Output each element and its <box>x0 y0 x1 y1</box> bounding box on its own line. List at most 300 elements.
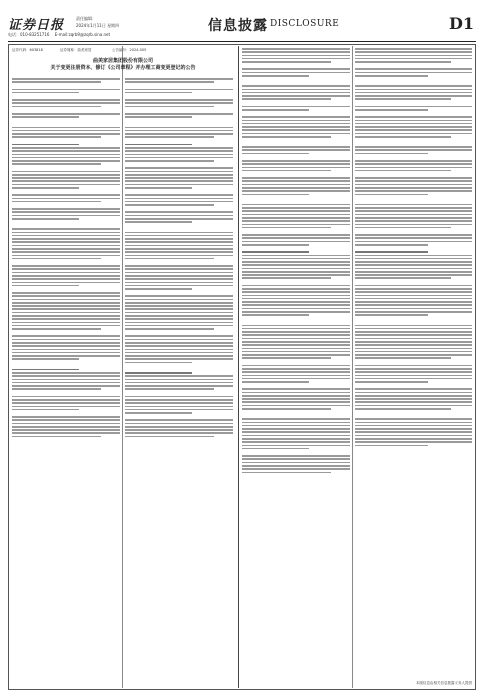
text-line <box>355 204 472 206</box>
text-line <box>12 299 120 301</box>
text-line <box>355 120 472 122</box>
text-line <box>125 388 214 390</box>
text-line <box>355 133 472 135</box>
text-line <box>125 288 192 290</box>
text-line <box>242 68 350 70</box>
text-line <box>355 295 472 297</box>
text-line <box>355 285 472 287</box>
text-line <box>355 180 472 182</box>
text-line <box>12 201 101 203</box>
text-line <box>125 318 233 320</box>
text-line <box>125 248 233 250</box>
text-line <box>125 251 233 253</box>
text-line <box>125 157 233 159</box>
text-line <box>125 136 214 138</box>
text-line <box>355 431 472 433</box>
text-line <box>12 295 120 297</box>
text-line <box>12 163 101 165</box>
text-line <box>355 401 472 403</box>
text-line <box>12 157 120 159</box>
text-line <box>355 163 472 165</box>
text-line <box>355 441 472 443</box>
text-line <box>12 325 120 327</box>
text-line <box>125 349 233 351</box>
text-line <box>242 106 350 108</box>
text-line <box>12 318 120 320</box>
text-line <box>242 371 350 373</box>
text-line <box>242 325 350 327</box>
text-line <box>12 282 120 284</box>
text-line <box>125 322 233 324</box>
text-line <box>242 214 350 216</box>
text-line <box>242 258 350 260</box>
text-line <box>12 215 120 217</box>
text-line <box>355 194 428 196</box>
text-line <box>12 315 120 317</box>
text-line <box>12 396 120 398</box>
text-line <box>242 167 350 169</box>
text-line <box>355 98 451 100</box>
text-line <box>125 382 233 384</box>
text-line <box>242 268 350 270</box>
text-line <box>12 211 120 213</box>
text-line <box>242 72 350 74</box>
text-line <box>125 305 233 307</box>
text-line <box>125 315 233 317</box>
editor-line: 责任编辑： <box>76 16 96 21</box>
text-line <box>12 177 120 179</box>
text-line <box>242 109 309 111</box>
text-line <box>242 210 350 212</box>
text-line <box>242 311 350 313</box>
section-title: 信息披露 <box>208 18 268 34</box>
text-line <box>242 344 350 346</box>
text-line <box>12 278 120 280</box>
tel-text: 电话：010-83251716 <box>8 32 50 37</box>
text-line <box>242 217 350 219</box>
text-line <box>242 401 350 403</box>
notice-title: 关于变更注册资本、修订《公司章程》并办理工商变更登记的公告 <box>50 65 196 71</box>
text-line <box>12 232 120 234</box>
text-line <box>12 339 120 341</box>
text-line <box>355 288 472 290</box>
text-line <box>125 204 214 206</box>
text-line <box>242 244 309 246</box>
text-line <box>242 237 350 239</box>
text-line <box>12 150 120 152</box>
text-line <box>242 465 350 467</box>
text-line <box>242 468 350 470</box>
text-line <box>242 163 350 165</box>
text-line <box>355 301 472 303</box>
text-line <box>125 130 233 132</box>
text-line <box>125 92 192 94</box>
notice-header <box>12 48 234 74</box>
text-line <box>12 241 120 243</box>
text-line <box>242 472 331 474</box>
stock-name: 证券简称：曲美家居 <box>60 48 92 52</box>
text-line <box>12 251 120 253</box>
text-line <box>242 301 350 303</box>
text-line <box>242 264 350 266</box>
text-line <box>242 408 331 410</box>
text-line <box>125 258 214 260</box>
text-line <box>242 251 309 253</box>
text-line <box>355 92 472 94</box>
text-line <box>12 78 120 80</box>
text-line <box>355 325 472 327</box>
text-line <box>355 298 472 300</box>
text-line <box>355 95 472 97</box>
text-line <box>242 98 331 100</box>
text-line <box>355 277 451 279</box>
text-line <box>12 302 120 304</box>
text-line <box>242 435 350 437</box>
text-line <box>355 214 472 216</box>
text-line <box>12 184 120 186</box>
text-line <box>12 89 120 91</box>
text-line <box>125 396 233 398</box>
text-line <box>12 423 120 425</box>
text-line <box>242 438 350 440</box>
text-line <box>242 126 350 128</box>
text-line <box>125 406 233 408</box>
text-line <box>355 381 428 383</box>
text-line <box>355 153 428 155</box>
text-line <box>355 334 472 336</box>
text-line <box>125 174 233 176</box>
text-line <box>355 268 472 270</box>
text-line <box>12 322 120 324</box>
text-line <box>12 275 120 277</box>
column-divider <box>238 46 239 688</box>
text-line <box>242 428 350 430</box>
text-line <box>242 365 350 367</box>
text-line <box>12 426 120 428</box>
text-line <box>242 255 350 257</box>
text-line <box>242 241 350 243</box>
text-line <box>355 129 472 131</box>
text-line <box>242 274 350 276</box>
text-line <box>125 362 192 364</box>
text-line <box>242 431 350 433</box>
text-line <box>242 455 350 457</box>
text-line <box>355 106 472 108</box>
text-line <box>355 75 428 77</box>
text-line <box>242 295 350 297</box>
text-line <box>125 78 233 80</box>
text-line <box>12 218 79 220</box>
text-line <box>242 220 350 222</box>
text-line <box>125 325 233 327</box>
text-line <box>125 282 233 284</box>
text-line <box>125 432 233 434</box>
text-line <box>242 398 350 400</box>
text-line <box>12 305 120 307</box>
text-line <box>12 375 120 377</box>
text-line <box>12 238 120 240</box>
text-line <box>242 61 331 63</box>
text-line <box>12 399 120 401</box>
text-line <box>12 92 79 94</box>
text-line <box>242 368 350 370</box>
text-line <box>355 58 472 60</box>
text-line <box>355 331 472 333</box>
text-line <box>125 312 233 314</box>
text-line <box>242 418 350 420</box>
text-line <box>242 338 350 340</box>
text-line <box>355 438 472 440</box>
text-line <box>12 255 120 257</box>
text-line <box>12 180 120 182</box>
text-line <box>355 72 472 74</box>
text-line <box>125 375 233 377</box>
text-line <box>125 184 233 186</box>
contact-line <box>8 32 114 38</box>
text-line <box>12 127 120 129</box>
text-line <box>125 241 233 243</box>
text-line <box>355 328 472 330</box>
text-line <box>355 422 472 424</box>
text-line <box>125 419 233 421</box>
text-line <box>242 288 350 290</box>
text-line <box>355 136 451 138</box>
text-line <box>242 177 350 179</box>
text-line <box>242 227 331 229</box>
text-line <box>125 412 192 414</box>
text-line <box>125 285 233 287</box>
text-line <box>355 341 472 343</box>
text-line <box>355 271 472 273</box>
text-line <box>355 244 428 246</box>
text-line <box>355 314 428 316</box>
text-line <box>242 357 331 359</box>
text-line <box>12 258 101 260</box>
text-line <box>355 61 451 63</box>
text-line <box>242 51 350 53</box>
text-line <box>355 237 472 239</box>
text-line <box>12 352 120 354</box>
text-line <box>242 120 350 122</box>
text-line <box>355 207 472 209</box>
text-line <box>12 113 120 115</box>
text-line <box>12 328 101 330</box>
text-line <box>125 426 233 428</box>
text-line <box>355 51 472 53</box>
text-line <box>355 348 472 350</box>
text-line <box>125 147 233 149</box>
text-column-1 <box>12 78 120 684</box>
text-line <box>242 48 350 50</box>
text-line <box>355 357 451 359</box>
text-line <box>12 174 120 176</box>
text-line <box>242 190 350 192</box>
text-line <box>242 207 350 209</box>
text-line <box>125 339 233 341</box>
text-line <box>12 416 120 418</box>
text-line <box>125 335 233 337</box>
text-line <box>242 89 350 91</box>
text-line <box>125 106 214 108</box>
text-line <box>355 190 472 192</box>
text-line <box>12 248 120 250</box>
text-line <box>125 150 233 152</box>
text-line <box>12 136 101 138</box>
text-line <box>12 116 79 118</box>
text-line <box>125 372 192 374</box>
text-line <box>355 109 428 111</box>
text-line <box>125 342 233 344</box>
text-line <box>12 372 120 374</box>
text-line <box>12 228 120 230</box>
text-line <box>125 201 233 203</box>
text-line <box>242 116 350 118</box>
text-line <box>242 422 350 424</box>
text-line <box>242 75 309 77</box>
text-line <box>242 291 350 293</box>
text-line <box>242 441 350 443</box>
text-line <box>12 154 120 156</box>
text-line <box>12 382 120 384</box>
text-line <box>12 106 101 108</box>
text-line <box>242 194 309 196</box>
text-line <box>125 308 233 310</box>
text-line <box>355 234 472 236</box>
text-line <box>125 399 233 401</box>
text-line <box>242 354 350 356</box>
text-line <box>12 379 120 381</box>
text-line <box>355 184 472 186</box>
text-line <box>242 392 350 394</box>
text-line <box>242 462 350 464</box>
text-line <box>355 126 472 128</box>
text-line <box>355 425 472 427</box>
text-column-3 <box>242 48 350 686</box>
text-line <box>12 349 120 351</box>
text-line <box>12 409 79 411</box>
text-line <box>242 341 350 343</box>
text-line <box>355 308 472 310</box>
text-line <box>242 92 350 94</box>
text-line <box>12 147 120 149</box>
text-line <box>355 354 472 356</box>
text-line <box>12 335 120 337</box>
text-line <box>242 180 350 182</box>
text-line <box>355 227 451 229</box>
text-line <box>242 133 350 135</box>
text-line <box>355 210 472 212</box>
text-line <box>125 198 233 200</box>
text-line <box>355 428 472 430</box>
text-line <box>355 149 472 151</box>
text-line <box>242 314 309 316</box>
text-column-2 <box>125 78 233 684</box>
text-line <box>125 211 233 213</box>
text-line <box>125 278 233 280</box>
text-line <box>125 116 192 118</box>
text-line <box>242 129 350 131</box>
text-line <box>12 198 120 200</box>
text-line <box>242 458 350 460</box>
text-line <box>125 187 192 189</box>
text-line <box>125 154 233 156</box>
text-line <box>125 272 233 274</box>
text-line <box>125 215 233 217</box>
text-line <box>355 435 472 437</box>
text-line <box>355 146 472 148</box>
text-line <box>125 355 233 357</box>
text-line <box>242 153 309 155</box>
text-line <box>242 381 309 383</box>
email-text: E-mail:zqrb9@zqrb.sina.net <box>54 32 111 37</box>
text-line <box>355 291 472 293</box>
text-line <box>242 308 350 310</box>
text-line <box>12 268 120 270</box>
text-line <box>242 285 350 287</box>
text-line <box>125 194 233 196</box>
text-line <box>355 368 472 370</box>
text-line <box>12 208 120 210</box>
text-line <box>12 436 101 438</box>
text-line <box>242 146 350 148</box>
text-line <box>242 184 350 186</box>
text-line <box>242 375 350 377</box>
text-line <box>355 261 472 263</box>
page-footer: 本版信息由相关信息披露义务人提供 <box>416 681 472 685</box>
text-line <box>242 160 350 162</box>
text-line <box>242 351 350 353</box>
text-line <box>355 375 472 377</box>
text-line <box>12 312 120 314</box>
text-line <box>242 85 350 87</box>
text-line <box>125 102 233 104</box>
text-line <box>242 395 350 397</box>
text-line <box>125 177 233 179</box>
text-column-4 <box>355 48 472 686</box>
text-line <box>125 245 233 247</box>
text-line <box>355 304 472 306</box>
text-line <box>355 89 472 91</box>
text-line <box>125 265 233 267</box>
text-line <box>12 99 120 101</box>
text-line <box>125 429 233 431</box>
text-line <box>355 395 472 397</box>
text-line <box>125 358 233 360</box>
text-line <box>355 388 472 390</box>
text-line <box>12 292 120 294</box>
company-name: 曲美家居集团股份有限公司 <box>92 58 153 64</box>
text-line <box>125 144 192 146</box>
text-line <box>125 255 233 257</box>
text-line <box>125 345 233 347</box>
text-line <box>125 160 214 162</box>
stock-code: 证券代码：603818 <box>12 48 43 52</box>
text-line <box>12 429 120 431</box>
masthead <box>8 14 476 40</box>
text-line <box>242 425 350 427</box>
text-line <box>12 419 120 421</box>
text-line <box>125 89 233 91</box>
text-line <box>242 204 350 206</box>
text-line <box>355 241 472 243</box>
text-line <box>125 352 233 354</box>
text-line <box>355 408 451 410</box>
date-line: 2024年1月11日 星期四 <box>76 23 120 28</box>
text-line <box>125 221 192 223</box>
text-line <box>355 344 472 346</box>
text-line <box>242 445 350 447</box>
text-line <box>355 160 472 162</box>
